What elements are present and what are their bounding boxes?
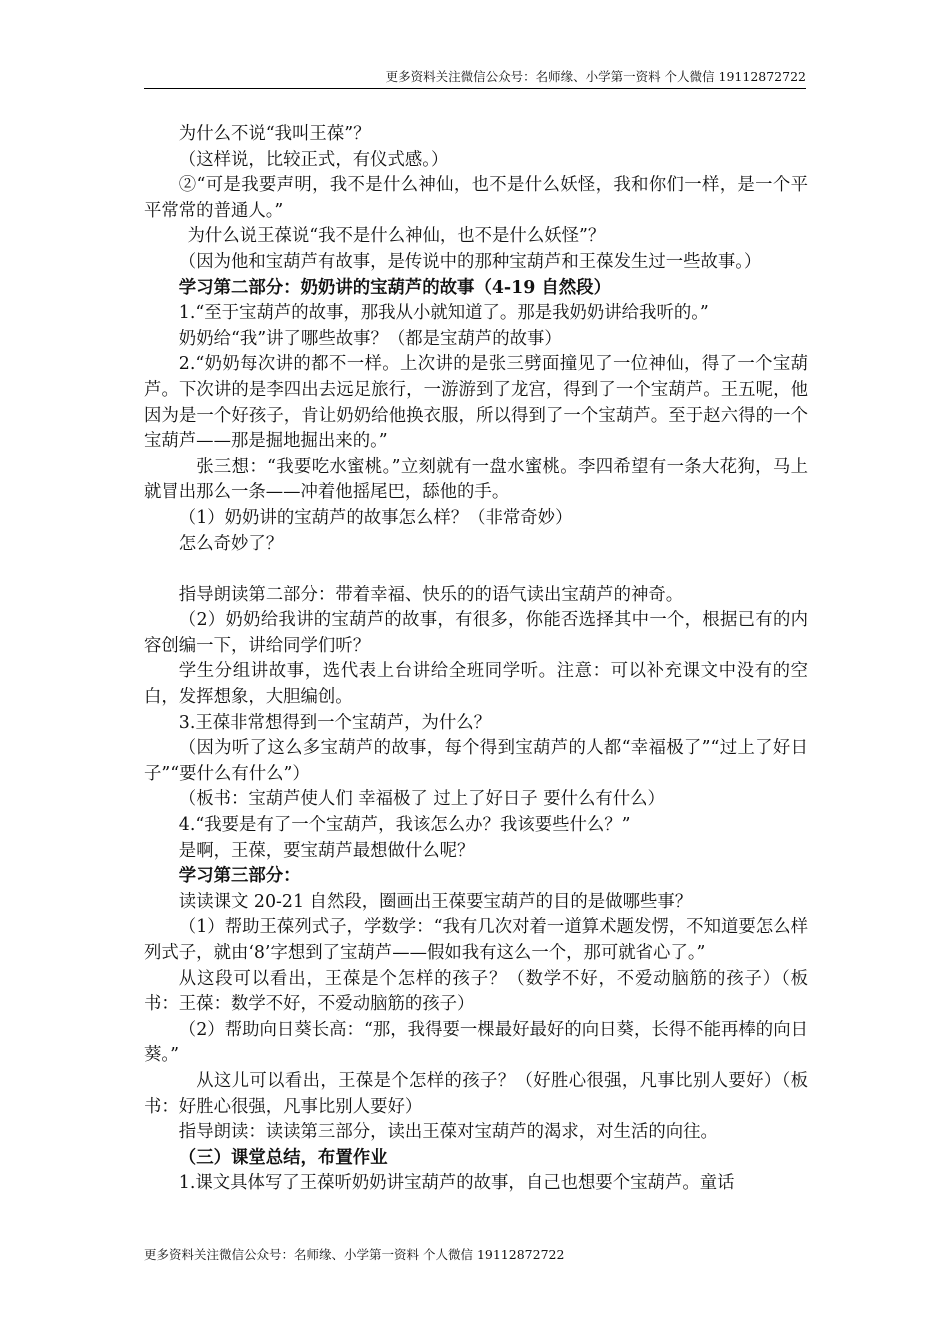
section-heading-summary: （三）课堂总结，布置作业 — [178, 1147, 388, 1168]
page-header: 更多资料关注微信公众号：名师缘、小学第一资料 个人微信 19112872722 — [385, 69, 806, 84]
blank-line — [144, 557, 808, 583]
paragraph-item-1-quote: 1.“至于宝葫芦的故事，那我从小就知道了。那是我奶奶讲给我听的。” — [178, 303, 709, 324]
paragraph-reading-guide-three: 指导朗读：读读第三部分，读出王葆对宝葫芦的渴求，对生活的向往。 — [178, 1122, 718, 1143]
paragraph-sub-2-question: （2）奶奶给我讲的宝葫芦的故事，有很多，你能否选择其中一个，根据已有的内容创编一下，讲给同学们听？ — [144, 610, 808, 656]
paragraph-group-story: 学生分组讲故事，选代表上台讲给全班同学听。注意：可以补充课文中没有的空白，发挥想象，大胆编创。 — [144, 661, 808, 708]
paragraph-answer-formal: （这样说，比较正式，有仪式感。） — [178, 149, 449, 170]
paragraph-sunflower-quote: （2）帮助向日葵长高：“那，我得要一棵最好最好的向日葵，长得不能再棒的向日葵。” — [144, 1019, 808, 1066]
paragraph-item-3-answer: （因为听了这么多宝葫芦的故事，每个得到宝葫芦的人都“幸福极了”“过上了好日子”“要什么有什么”） — [144, 738, 808, 784]
paragraph-math-analysis: 从这段可以看出，王葆是个怎样的孩子？（数学不好，不爱动脑筋的孩子）（板书：王葆：数学不好，不爱动脑筋的孩子） — [144, 968, 808, 1015]
paragraph-summary-1: 1.课文具体写了王葆听奶奶讲宝葫芦的故事，自己也想要个宝葫芦。童话 — [178, 1173, 735, 1194]
document-body — [144, 122, 808, 1197]
header-rule — [144, 88, 806, 89]
page-footer: 更多资料关注微信公众号：名师缘、小学第一资料 个人微信 19112872722 — [144, 1247, 565, 1262]
paragraph-board-note-1: （板书：宝葫芦使人们 幸福极了 过上了好日子 要什么有什么） — [178, 789, 665, 810]
paragraph-reading-guide-two: 指导朗读第二部分：带着幸福、快乐的的语气读出宝葫芦的神奇。 — [178, 584, 684, 605]
paragraph-zhang-san: 张三想：“我要吃水蜜桃。”立刻就有一盘水蜜桃。李四希望有一条大花狗，马上就冒出那么一条——冲着他摇尾巴，舔他的手。 — [144, 456, 808, 503]
paragraph-item-3-question: 3.王葆非常想得到一个宝葫芦，为什么？ — [178, 712, 492, 733]
paragraph-answer-story: （因为他和宝葫芦有故事，是传说中的那种宝葫芦和王葆发生过一些故事。） — [178, 251, 762, 272]
section-heading-part-three: 学习第三部分： — [178, 866, 301, 887]
paragraph-read-20-21: 读读课文 20-21 自然段，圈画出王葆要宝葫芦的目的是做哪些事？ — [178, 891, 693, 912]
section-heading-part-two: 学习第二部分：奶奶讲的宝葫芦的故事（4-19 自然段） — [178, 277, 611, 298]
paragraph-item-4-quote: 4.“我要是有了一个宝葫芦，我该怎么办？我该要些什么？” — [178, 815, 631, 836]
paragraph-question-name: 为什么不说“我叫王葆”？ — [178, 124, 371, 144]
paragraph-how-wonderful: 怎么奇妙了？ — [178, 533, 284, 554]
paragraph-item-4-question: 是啊，王葆，要宝葫芦最想做什么呢？ — [178, 840, 475, 861]
paragraph-sunflower-analysis: 从这儿可以看出，王葆是个怎样的孩子？（好胜心很强，凡事比别人要好）（板书：好胜心很强，凡事比别人要好） — [144, 1070, 808, 1117]
paragraph-item-1-question: 奶奶给“我”讲了哪些故事？（都是宝葫芦的故事） — [178, 328, 562, 349]
paragraph-quote-declare: ②“可是我要声明，我不是什么神仙，也不是什么妖怪，我和你们一样，是一个平平常常的普通人。” — [144, 175, 808, 221]
paragraph-item-2-quote: 2.“奶奶每次讲的都不一样。上次讲的是张三劈面撞见了一位神仙，得了一个宝葫芦。下次讲的是李四出去远足旅行，一游游到了龙宫，得到了一个宝葫芦。王五呢，他因为是一个好孩子，肯让奶奶给他换衣服，所以得到了一个宝葫芦。至于赵六得的一个宝葫芦——那是掘地掘出来的。” — [144, 354, 808, 452]
paragraph-sub-1-question: （1）奶奶讲的宝葫芦的故事怎么样？（非常奇妙） — [178, 507, 573, 528]
paragraph-math-quote: （1）帮助王葆列式子，学数学：“我有几次对着一道算术题发愣，不知道要怎么样列式子，就由‘8’字想到了宝葫芦——假如我有这么一个，那可就省心了。” — [144, 917, 808, 963]
paragraph-question-not-god: 为什么说王葆说“我不是什么神仙，也不是什么妖怪”？ — [187, 226, 606, 247]
